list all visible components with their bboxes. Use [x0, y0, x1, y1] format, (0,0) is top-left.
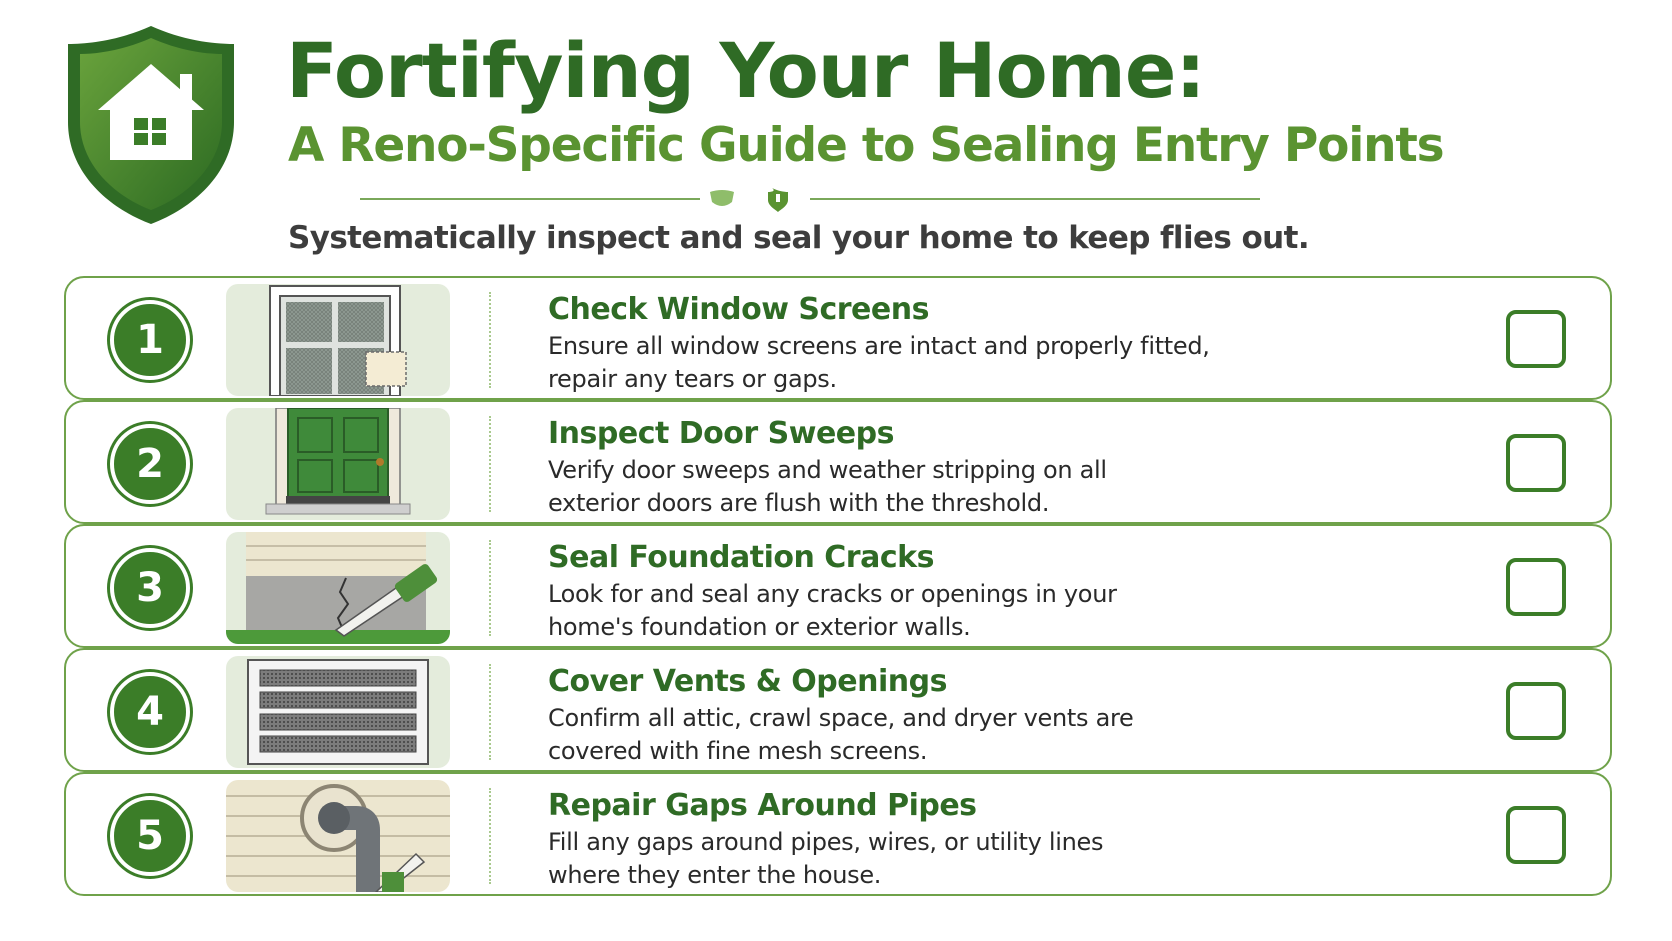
item-checkbox[interactable] — [1506, 434, 1566, 492]
item-description-line: home's foundation or exterior walls. — [548, 613, 971, 641]
tagline: Systematically inspect and seal your home to keep flies out. — [288, 220, 1310, 256]
step-number: 4 — [110, 672, 190, 752]
header-divider — [360, 186, 1260, 216]
item-description-line: Confirm all attic, crawl space, and dryer vents are — [548, 704, 1134, 732]
step-number: 1 — [110, 300, 190, 380]
item-description — [548, 702, 1348, 768]
step-number: 2 — [110, 424, 190, 504]
window-screen-illustration — [226, 284, 450, 396]
house-shield-icon — [62, 22, 240, 226]
item-description-line: covered with fine mesh screens. — [548, 737, 928, 765]
step-number: 5 — [110, 796, 190, 876]
item-title: Seal Foundation Cracks — [548, 540, 934, 575]
item-description — [548, 454, 1348, 520]
checklist-item — [64, 276, 1612, 400]
vent-screen-illustration — [226, 656, 450, 768]
checklist-item — [64, 524, 1612, 648]
item-description-line: Ensure all window screens are intact and properly fitted, — [548, 332, 1210, 360]
row-divider — [489, 540, 491, 636]
checklist-item — [64, 772, 1612, 896]
item-description-line: Look for and seal any cracks or openings in your — [548, 580, 1117, 608]
page-title: Fortifying Your Home: — [286, 26, 1205, 115]
row-divider — [489, 416, 491, 512]
door-sweep-illustration — [226, 408, 450, 520]
row-divider — [489, 292, 491, 388]
checklist-item — [64, 648, 1612, 772]
item-description-line: repair any tears or gaps. — [548, 365, 837, 393]
item-description-line: Fill any gaps around pipes, wires, or utility lines — [548, 828, 1104, 856]
header — [0, 0, 1672, 270]
item-title: Inspect Door Sweeps — [548, 416, 894, 451]
row-divider — [489, 788, 491, 884]
item-description-line: Verify door sweeps and weather stripping on all — [548, 456, 1107, 484]
foundation-crack-illustration — [226, 532, 450, 644]
item-title: Cover Vents & Openings — [548, 664, 947, 699]
item-checkbox[interactable] — [1506, 310, 1566, 368]
item-title: Check Window Screens — [548, 292, 929, 327]
item-description-line: where they enter the house. — [548, 861, 882, 889]
item-description — [548, 330, 1348, 396]
item-checkbox[interactable] — [1506, 682, 1566, 740]
item-description — [548, 826, 1348, 892]
checklist-item — [64, 400, 1612, 524]
item-description-line: exterior doors are flush with the threshold. — [548, 489, 1050, 517]
pipe-caulk-illustration — [226, 780, 450, 892]
item-checkbox[interactable] — [1506, 558, 1566, 616]
page-subtitle: A Reno-Specific Guide to Sealing Entry Points — [288, 118, 1444, 173]
row-divider — [489, 664, 491, 760]
item-checkbox[interactable] — [1506, 806, 1566, 864]
item-description — [548, 578, 1348, 644]
item-title: Repair Gaps Around Pipes — [548, 788, 977, 823]
step-number: 3 — [110, 548, 190, 628]
